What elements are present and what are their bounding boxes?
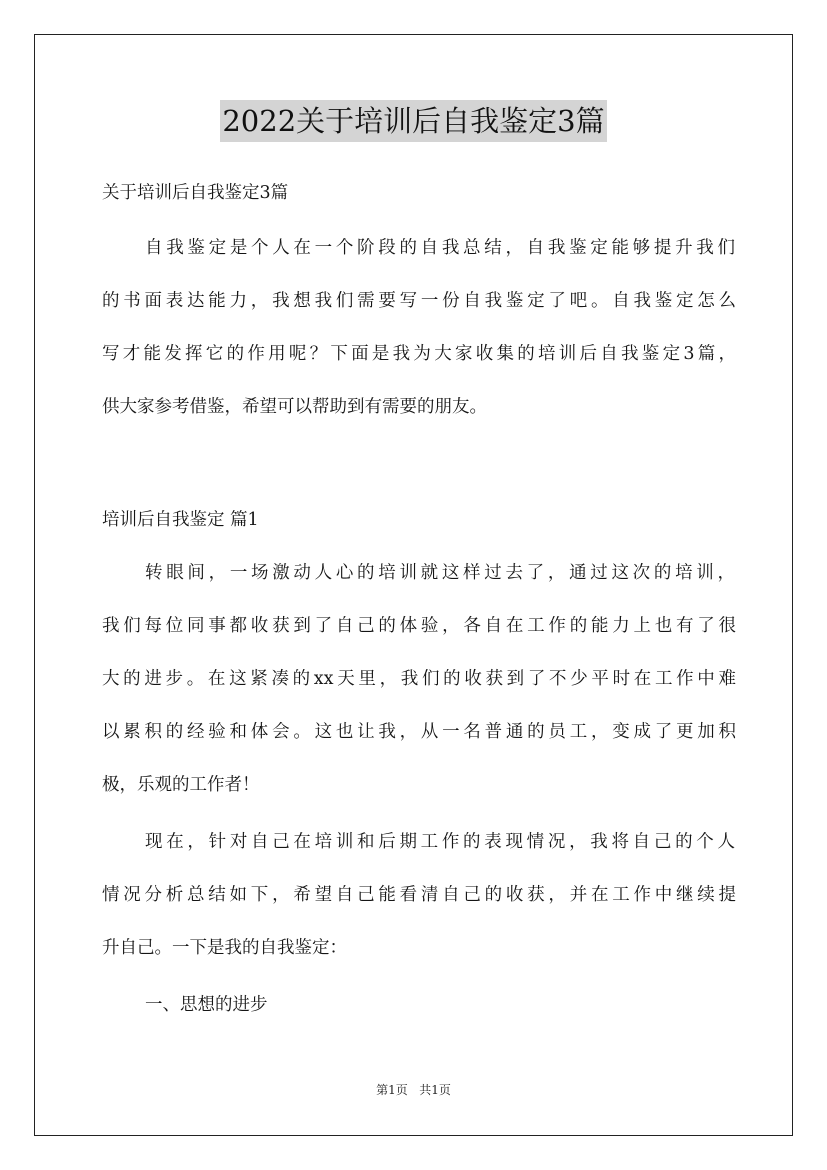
para2-line-3: 升自己。一下是我的自我鉴定：	[102, 938, 347, 958]
para2-line-2: 情况分析总结如下，希望自己能看清自己的收获，并在工作中继续提	[102, 885, 736, 905]
title-container	[0, 100, 827, 142]
subheading-1: 一、思想的进步	[145, 995, 268, 1015]
para1-line-3: 大的进步。在这紧凑的xx天里，我们的收获到了不少平时在工作中难	[102, 669, 736, 689]
intro-line-3: 写才能发挥它的作用呢？下面是我为大家收集的培训后自我鉴定3篇，	[102, 344, 736, 364]
intro-line-2: 的书面表达能力，我想我们需要写一份自我鉴定了吧。自我鉴定怎么	[102, 291, 736, 311]
page-number: 第1页	[376, 1083, 408, 1097]
intro-line-4: 供大家参考借鉴，希望可以帮助到有需要的朋友。	[102, 397, 487, 417]
para1-line-4: 以累积的经验和体会。这也让我，从一名普通的员工，变成了更加积	[102, 722, 736, 742]
para1-line-1: 转眼间，一场激动人心的培训就这样过去了，通过这次的培训，	[145, 563, 735, 583]
page-footer	[0, 1082, 827, 1098]
section-heading-1: 培训后自我鉴定 篇1	[102, 510, 259, 530]
para2-line-1: 现在，针对自己在培训和后期工作的表现情况，我将自己的个人	[145, 832, 735, 852]
document-subtitle: 关于培训后自我鉴定3篇	[102, 183, 289, 203]
document-title: 2022关于培训后自我鉴定3篇	[220, 100, 606, 142]
para1-line-2: 我们每位同事都收获到了自己的体验，各自在工作的能力上也有了很	[102, 616, 736, 636]
para1-line-5: 极，乐观的工作者！	[102, 775, 260, 795]
page-total: 共1页	[419, 1083, 451, 1097]
intro-line-1: 自我鉴定是个人在一个阶段的自我总结，自我鉴定能够提升我们	[145, 238, 735, 258]
